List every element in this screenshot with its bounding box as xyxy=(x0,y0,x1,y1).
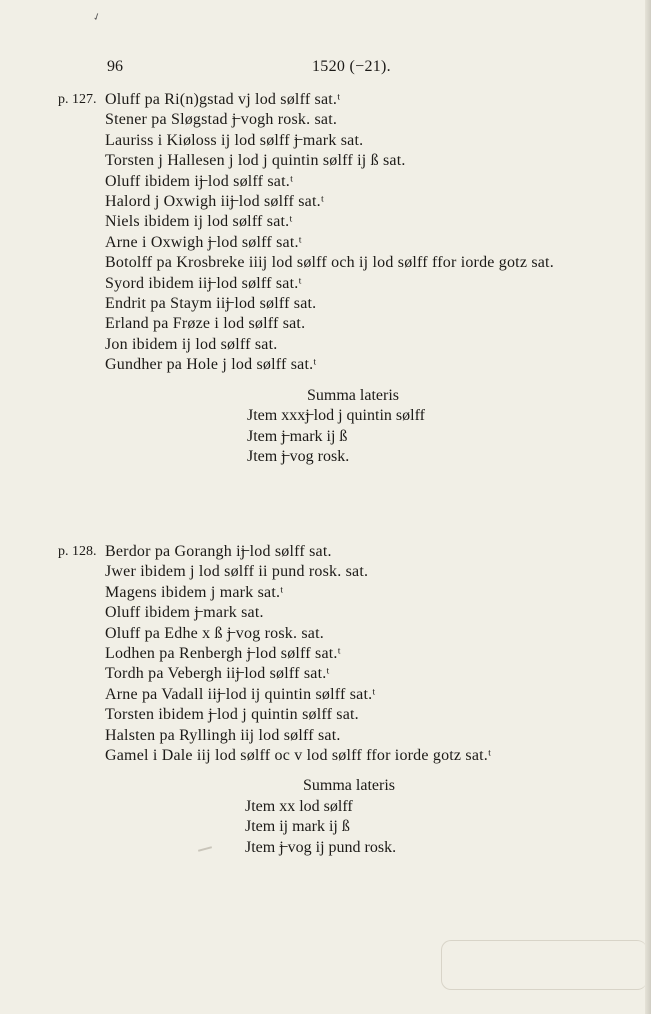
summa-heading: Summa lateris xyxy=(303,777,395,795)
entry-line: Gundher pa Hole j lod sølff sat.ᵗ xyxy=(105,356,317,374)
entry-line: Berdor pa Gorangh ij̶ lod sølff sat. xyxy=(105,543,332,560)
entry-line: Jwer ibidem j lod sølff ii pund rosk. sat. xyxy=(105,563,369,581)
page-edge-shadow xyxy=(645,0,651,1014)
entry-line: Erland pa Frøze i lod sølff sat. xyxy=(105,315,306,333)
entry-line: Tordh pa Vebergh iij̶ lod sølff sat.ᵗ xyxy=(105,665,330,683)
entry-line: Torsten ibidem j̶ lod j quintin sølff sat. xyxy=(105,706,359,724)
summa-line: Jtem j̶ vog rosk. xyxy=(247,447,350,465)
entry-line: Stener pa Sløgstad j̶ vogh rosk. sat. xyxy=(105,111,338,129)
entry-line: Arne i Oxwigh j̶ lod sølff sat.ᵗ xyxy=(105,233,302,251)
running-head: 1520 (−21). xyxy=(312,58,391,75)
entry-line: Oluff pa Edhe x ß j̶ vog rosk. sat. xyxy=(105,624,324,642)
entry-line: Lauriss i Kiøloss ij lod sølff j̶ mark sat. xyxy=(105,131,364,149)
marginal-reference: p. 127. xyxy=(58,92,97,107)
entry-line: Oluff pa Ri(n)gstad vj lod sølff sat.ᵗ xyxy=(105,91,341,108)
page-header xyxy=(0,58,651,80)
summa-line: Jtem j̶ mark ij ß xyxy=(247,427,348,445)
summa-line: Jtem xx lod sølff xyxy=(245,797,353,815)
entry-line: Oluff ibidem ij̶ lod sølff sat.ᵗ xyxy=(105,172,294,190)
entry-line: Jon ibidem ij lod sølff sat. xyxy=(105,335,278,353)
entry-list xyxy=(105,90,631,467)
page-tab-outline xyxy=(441,940,647,990)
marginal-reference: p. 128. xyxy=(58,544,97,559)
entry-line: Halord j Oxwigh iij̶ lod sølff sat.ᵗ xyxy=(105,193,325,211)
summa-heading: Summa lateris xyxy=(307,386,399,404)
summa-line: Jtem ij mark ij ß xyxy=(245,818,350,836)
summa-line: Jtem j̶ vog ij pund rosk. xyxy=(245,838,397,856)
entry-line: Niels ibidem ij lod sølff sat.ᵗ xyxy=(105,213,293,231)
summa-line: Jtem xxxj̶ lod j quintin sølff xyxy=(247,407,425,425)
ink-mark: ✓ xyxy=(91,11,103,25)
entry-line: Lodhen pa Renbergh j̶ lod sølff sat.ᵗ xyxy=(105,645,341,663)
entry-line: Gamel i Dale iij lod sølff oc v lod sølff ffor iorde gotz sat.ᵗ xyxy=(105,747,492,765)
page-number: 96 xyxy=(107,58,123,75)
entry-line: Torsten j Hallesen j lod j quintin sølff ij ß sat. xyxy=(105,152,406,170)
entry-line: Syord ibidem iij̶ lod sølff sat.ᵗ xyxy=(105,274,302,292)
entry-line: Halsten pa Ryllingh iij lod sølff sat. xyxy=(105,726,341,744)
entry-line: Oluff ibidem j̶ mark sat. xyxy=(105,604,264,622)
entry-line: Magens ibidem j mark sat.ᵗ xyxy=(105,583,284,601)
entry-line: Endrit pa Staym iij̶ lod sølff sat. xyxy=(105,295,317,313)
entry-line: Arne pa Vadall iij̶ lod ij quintin sølff sat.ᵗ xyxy=(105,685,376,703)
entry-list xyxy=(105,542,631,858)
entry-line: Botolff pa Krosbreke iiij lod sølff och ij lod sølff ffor iorde gotz sat. xyxy=(105,254,554,272)
